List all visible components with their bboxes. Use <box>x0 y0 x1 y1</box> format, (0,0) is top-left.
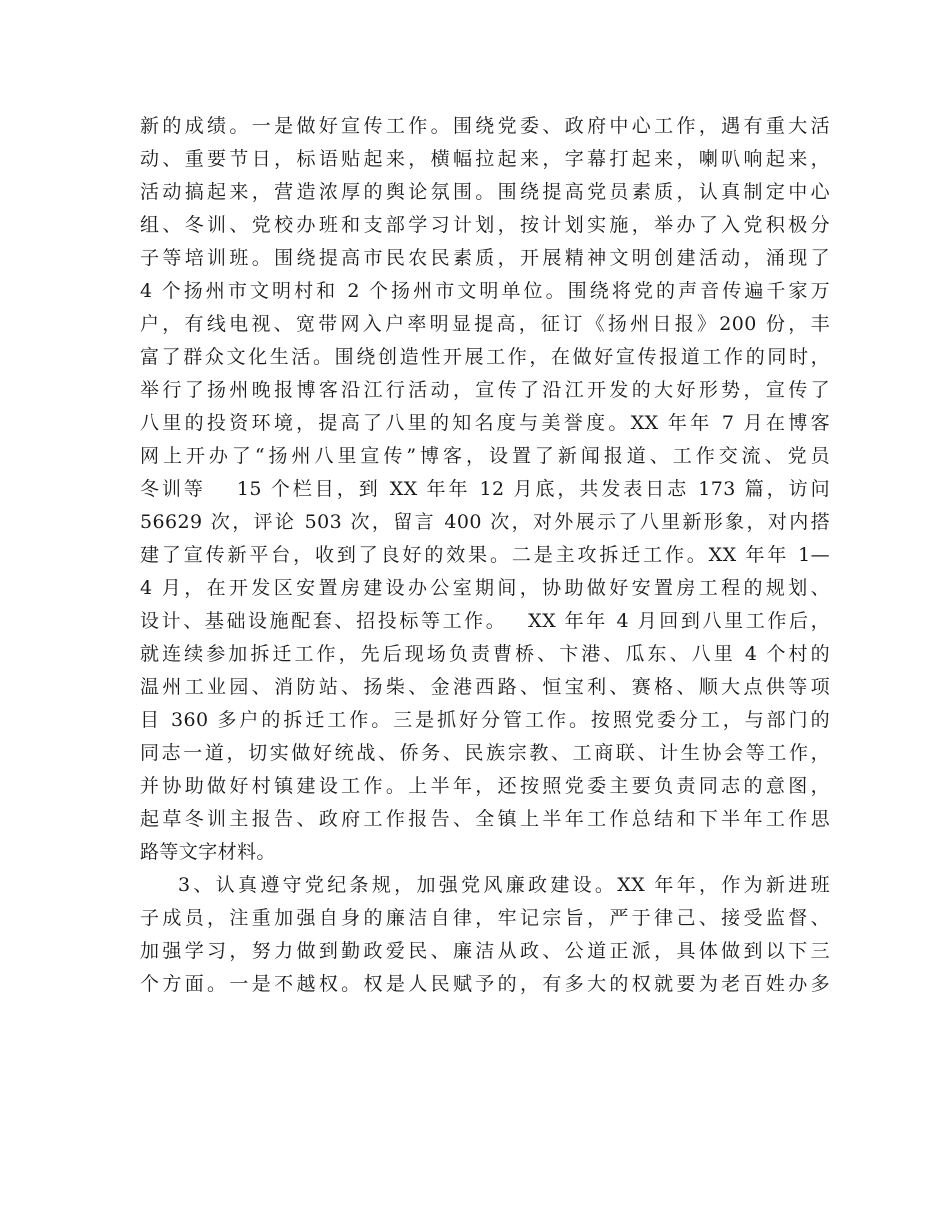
paragraph-first-line: 3、认真遵守党纪条规，加强党风廉政建设。XX 年年，作为新进班 <box>178 874 830 896</box>
text-line: 同志一道，切实做好统战、侨务、民族宗教、工商联、计生协会等工作， <box>140 742 830 764</box>
text-line: 子等培训班。围绕提高市民农民素质，开展精神文明创建活动，涌现了 <box>140 247 830 269</box>
text-line: 个方面。一是不越权。权是人民赋予的，有多大的权就要为老百姓办多 <box>140 973 830 995</box>
text-line: 4 个扬州市文明村和 2 个扬州市文明单位。围绕将党的声音传遍千家万 <box>140 280 830 302</box>
text-line: 加强学习，努力做到勤政爱民、廉洁从政、公道正派，具体做到以下三 <box>140 940 830 962</box>
text-line: 目 360 多户的拆迁工作。三是抓好分管工作。按照党委分工，与部门的 <box>140 709 830 731</box>
text-line: 富了群众文化生活。围绕创造性开展工作，在做好宣传报道工作的同时， <box>140 346 830 368</box>
text-line: 温州工业园、消防站、扬柴、金港西路、恒宝利、赛格、顺大点供等项 <box>140 676 830 698</box>
text-line: 并协助做好村镇建设工作。上半年，还按照党委主要负责同志的意图， <box>140 775 830 797</box>
text-line-last: 路等文字材料。 <box>140 841 276 863</box>
text-line: 56629 次，评论 503 次，留言 400 次，对外展示了八里新形象，对内搭 <box>140 511 830 533</box>
text-line: 举行了扬州晚报博客沿江行活动，宣传了沿江开发的大好形势，宣传了 <box>140 379 830 401</box>
document-body <box>140 110 830 1001</box>
text-line: 八里的投资环境，提高了八里的知名度与美誉度。XX 年年 7 月在博客 <box>140 412 830 434</box>
text-line: 冬训等 15 个栏目，到 XX 年年 12 月底，共发表日志 173 篇，访问 <box>140 478 830 500</box>
text-line: 4 月，在开发区安置房建设办公室期间，协助做好安置房工程的规划、 <box>140 577 830 599</box>
text-line: 就连续参加拆迁工作，先后现场负责曹桥、卞港、瓜东、八里 4 个村的 <box>140 643 830 665</box>
text-line: 动、重要节日，标语贴起来，横幅拉起来，字幕打起来，喇叭响起来， <box>140 148 830 170</box>
text-line: 子成员，注重加强自身的廉洁自律，牢记宗旨，严于律己、接受监督、 <box>140 907 830 929</box>
paragraph-party-discipline <box>140 869 830 1001</box>
text-line: 设计、基础设施配套、招投标等工作。 XX 年年 4 月回到八里工作后， <box>140 610 830 632</box>
text-line: 户，有线电视、宽带网入户率明显提高，征订《扬州日报》200 份，丰 <box>140 313 830 335</box>
text-line: 组、冬训、党校办班和支部学习计划，按计划实施，举办了入党积极分 <box>140 214 830 236</box>
text-line: 起草冬训主报告、政府工作报告、全镇上半年工作总结和下半年工作思 <box>140 808 830 830</box>
text-line: 建了宣传新平台，收到了良好的效果。二是主攻拆迁工作。XX 年年 1— <box>140 544 830 566</box>
text-line: 新的成绩。一是做好宣传工作。围绕党委、政府中心工作，遇有重大活 <box>140 115 830 137</box>
text-line: 活动搞起来，营造浓厚的舆论氛围。围绕提高党员素质，认真制定中心 <box>140 181 830 203</box>
text-line: 网上开办了“扬州八里宣传”博客，设置了新闻报道、工作交流、党员 <box>140 445 830 467</box>
paragraph-work-summary <box>140 110 830 869</box>
